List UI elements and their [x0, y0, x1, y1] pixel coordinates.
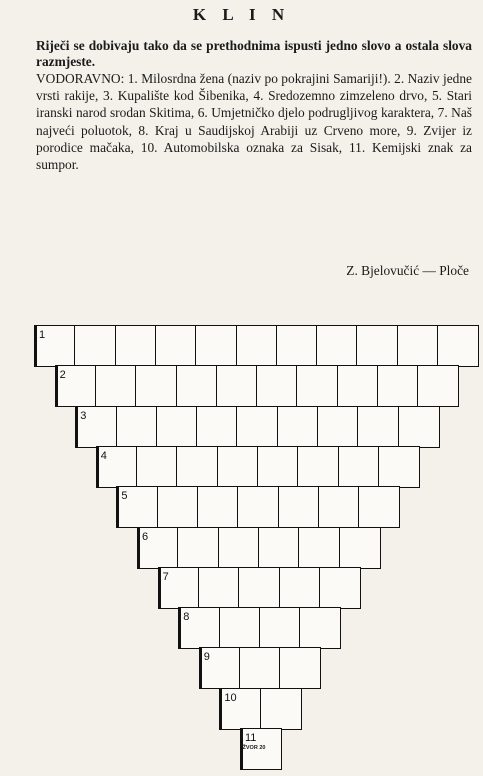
clues-label: VODORAVNO: [36, 71, 125, 86]
grid-cell[interactable] [257, 446, 299, 488]
grid-credit: ŽVOR 20 [242, 745, 266, 751]
author-credit: Z. Bjelovučić — Ploče [346, 263, 469, 278]
grid-cell[interactable] [339, 527, 381, 569]
grid-cell[interactable] [259, 607, 301, 649]
grid-cell[interactable] [95, 365, 137, 407]
grid-cell[interactable] [318, 486, 360, 528]
grid-cell[interactable] [176, 446, 218, 488]
row-number: 4 [100, 449, 107, 462]
row-number: 6 [142, 530, 149, 543]
grid-cell[interactable] [417, 365, 459, 407]
grid-cell[interactable] [279, 647, 321, 689]
grid-cell[interactable] [296, 365, 338, 407]
row-number: 2 [59, 369, 66, 382]
grid-cell[interactable] [74, 325, 116, 367]
grid-cell[interactable] [237, 486, 279, 528]
grid-cell[interactable] [397, 325, 439, 367]
grid-cell[interactable] [337, 365, 379, 407]
grid-cell[interactable] [238, 567, 280, 609]
grid-cell[interactable] [236, 406, 278, 448]
grid-cell[interactable] [278, 486, 320, 528]
grid-cell[interactable] [155, 325, 197, 367]
row-number: 9 [203, 651, 210, 664]
row-number: 7 [162, 570, 169, 583]
row-number: 11 [245, 732, 257, 744]
grid-cell[interactable] [317, 406, 359, 448]
row-number: 10 [224, 691, 237, 704]
grid-cell[interactable] [236, 325, 278, 367]
grid-cell[interactable] [218, 527, 260, 569]
grid-cell[interactable] [316, 325, 358, 367]
row-number: 3 [80, 409, 87, 422]
row-number: 5 [121, 490, 128, 503]
grid-cell[interactable] [176, 365, 218, 407]
grid-cell[interactable] [260, 688, 302, 730]
grid-cell[interactable] [136, 446, 178, 488]
grid-cell[interactable] [135, 365, 177, 407]
grid-cell[interactable] [156, 406, 198, 448]
grid-cell[interactable] [256, 365, 298, 407]
grid-cell[interactable] [197, 486, 239, 528]
grid-cell[interactable] [298, 527, 340, 569]
clues-list: 1. Milosrdna žena (naziv po pokrajini Samariji!). 2. Naziv jedne vrsti rakije, 3. Kupalište kod Šibenika, 4. Sredozemno zimzeleno drvo, 5. Stari iranski narod srodan Skitima, 6. Umjetničko djelo podrugljivog karaktera, 7. Naš najveći poluotok, 8. Kraj u Saudijskoj Arabiji uz Crveno more, 9. Zvijer iz porodice mačaka, 10. Automobilska oznaka za Sisak, 11. Kemijski znak za sumpor. [36, 71, 472, 173]
row-number: 1 [39, 329, 46, 341]
clues-text [36, 70, 472, 173]
grid-cell[interactable] [319, 567, 361, 609]
grid-cell[interactable] [196, 406, 238, 448]
grid-cell[interactable] [358, 486, 400, 528]
grid-cell[interactable] [437, 325, 479, 367]
grid-cell[interactable] [276, 325, 318, 367]
grid-cell[interactable] [299, 607, 341, 649]
instructions: Riječi se dobivaju tako da se prethodnima ispusti jedno slovo a ostala slova razmjeste. [36, 38, 472, 69]
grid-cell[interactable] [277, 406, 319, 448]
grid-cell[interactable] [398, 406, 440, 448]
grid-cell[interactable] [279, 567, 321, 609]
grid-cell[interactable] [357, 406, 399, 448]
row-number: 8 [183, 611, 190, 624]
grid-cell[interactable] [157, 486, 199, 528]
grid-cell[interactable] [216, 365, 258, 407]
grid-cell[interactable] [116, 406, 158, 448]
grid-cell[interactable] [356, 325, 398, 367]
grid-cell[interactable] [297, 446, 339, 488]
grid-cell[interactable] [115, 325, 157, 367]
grid-cell[interactable] [377, 365, 419, 407]
grid-cell[interactable] [258, 527, 300, 569]
grid-cell[interactable] [239, 647, 281, 689]
puzzle-title: K L I N [192, 5, 291, 24]
grid-cell[interactable] [198, 567, 240, 609]
grid-cell[interactable] [195, 325, 237, 367]
grid-cell[interactable] [217, 446, 259, 488]
grid-cell[interactable] [177, 527, 219, 569]
grid-cell[interactable] [378, 446, 420, 488]
grid-cell[interactable] [219, 607, 261, 649]
grid-cell[interactable] [338, 446, 380, 488]
